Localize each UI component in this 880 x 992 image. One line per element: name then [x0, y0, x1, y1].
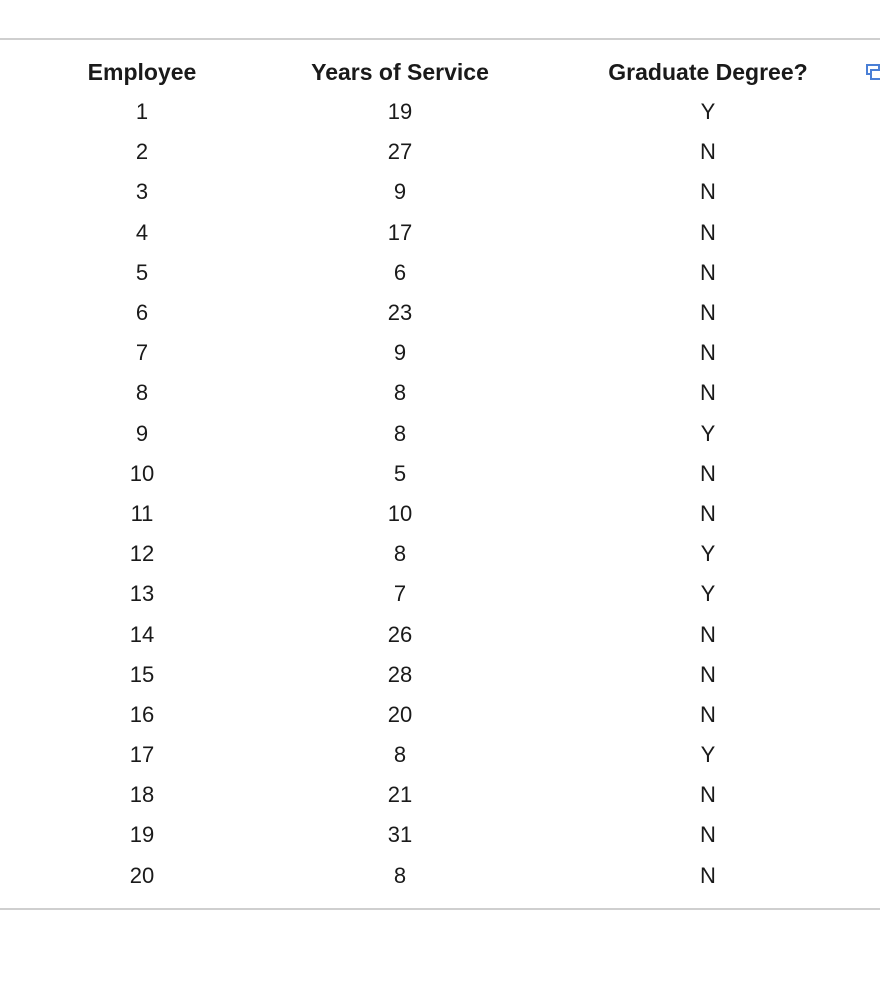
cell-years-of-service: 8	[393, 862, 407, 888]
cell-employee: 12	[129, 541, 155, 567]
cell-years-of-service: 21	[387, 782, 413, 808]
table-row	[40, 414, 860, 454]
cell-graduate-degree: N	[700, 219, 716, 245]
cell-employee: 4	[135, 219, 149, 245]
cell-employee: 9	[135, 420, 149, 446]
table-row	[40, 735, 860, 775]
cell-graduate-degree: N	[700, 460, 716, 486]
table-row	[40, 856, 860, 896]
cell-graduate-degree: N	[700, 500, 716, 526]
table-row	[40, 775, 860, 815]
cell-graduate-degree: N	[700, 139, 716, 165]
top-divider	[0, 38, 880, 40]
cell-employee: 3	[135, 179, 149, 205]
cell-years-of-service: 8	[393, 380, 407, 406]
cell-employee: 18	[129, 782, 155, 808]
table-row	[40, 574, 860, 614]
cell-graduate-degree: Y	[700, 581, 716, 607]
cell-employee: 17	[129, 742, 155, 768]
cell-graduate-degree: N	[700, 621, 716, 647]
cell-years-of-service: 27	[387, 139, 413, 165]
cell-years-of-service: 20	[387, 701, 413, 727]
cell-graduate-degree: Y	[700, 99, 716, 125]
cell-graduate-degree: N	[700, 340, 716, 366]
table-row	[40, 132, 860, 172]
cell-employee: 5	[135, 259, 149, 285]
column-header-years-of-service: Years of Service	[311, 58, 489, 85]
employee-table	[40, 52, 860, 896]
table-row	[40, 293, 860, 333]
cell-graduate-degree: N	[700, 822, 716, 848]
cell-graduate-degree: N	[700, 300, 716, 326]
cell-employee: 13	[129, 581, 155, 607]
cell-years-of-service: 7	[393, 581, 407, 607]
cell-employee: 2	[135, 139, 149, 165]
cell-years-of-service: 23	[387, 300, 413, 326]
table-row	[40, 614, 860, 654]
cell-graduate-degree: N	[700, 380, 716, 406]
cell-years-of-service: 19	[387, 99, 413, 125]
cell-graduate-degree: N	[700, 782, 716, 808]
cell-employee: 10	[129, 460, 155, 486]
cell-years-of-service: 9	[393, 179, 407, 205]
cell-years-of-service: 8	[393, 541, 407, 567]
cell-employee: 7	[135, 340, 149, 366]
cell-years-of-service: 9	[393, 340, 407, 366]
table-row	[40, 815, 860, 855]
cell-years-of-service: 8	[393, 420, 407, 446]
cell-graduate-degree: N	[700, 701, 716, 727]
cell-employee: 16	[129, 701, 155, 727]
cell-employee: 15	[129, 661, 155, 687]
cell-employee: 20	[129, 862, 155, 888]
table-row	[40, 92, 860, 132]
cell-years-of-service: 8	[393, 742, 407, 768]
table-row	[40, 494, 860, 534]
column-header-employee: Employee	[87, 58, 197, 85]
cell-years-of-service: 6	[393, 259, 407, 285]
cell-employee: 1	[135, 99, 149, 125]
cell-employee: 14	[129, 621, 155, 647]
column-header-graduate-degree: Graduate Degree?	[608, 58, 808, 85]
cell-years-of-service: 31	[387, 822, 413, 848]
table-body	[40, 92, 860, 896]
table-header-row	[40, 52, 860, 92]
cell-graduate-degree: Y	[700, 541, 716, 567]
cell-employee: 11	[130, 500, 154, 526]
table-row	[40, 655, 860, 695]
cell-years-of-service: 26	[387, 621, 413, 647]
cell-graduate-degree: Y	[700, 742, 716, 768]
cell-graduate-degree: N	[700, 661, 716, 687]
table-row	[40, 454, 860, 494]
cell-years-of-service: 17	[387, 219, 413, 245]
table-row	[40, 253, 860, 293]
cell-employee: 8	[135, 380, 149, 406]
cell-graduate-degree: N	[700, 259, 716, 285]
table-row	[40, 373, 860, 413]
copy-icon[interactable]	[866, 64, 880, 82]
cell-graduate-degree: N	[700, 179, 716, 205]
bottom-divider	[0, 908, 880, 910]
table-row	[40, 333, 860, 373]
table-row	[40, 172, 860, 212]
cell-years-of-service: 10	[387, 500, 413, 526]
table-row	[40, 213, 860, 253]
table-row	[40, 534, 860, 574]
cell-graduate-degree: Y	[700, 420, 716, 446]
cell-employee: 19	[129, 822, 155, 848]
cell-graduate-degree: N	[700, 862, 716, 888]
cell-employee: 6	[135, 300, 149, 326]
table-row	[40, 695, 860, 735]
cell-years-of-service: 28	[387, 661, 413, 687]
cell-years-of-service: 5	[393, 460, 407, 486]
